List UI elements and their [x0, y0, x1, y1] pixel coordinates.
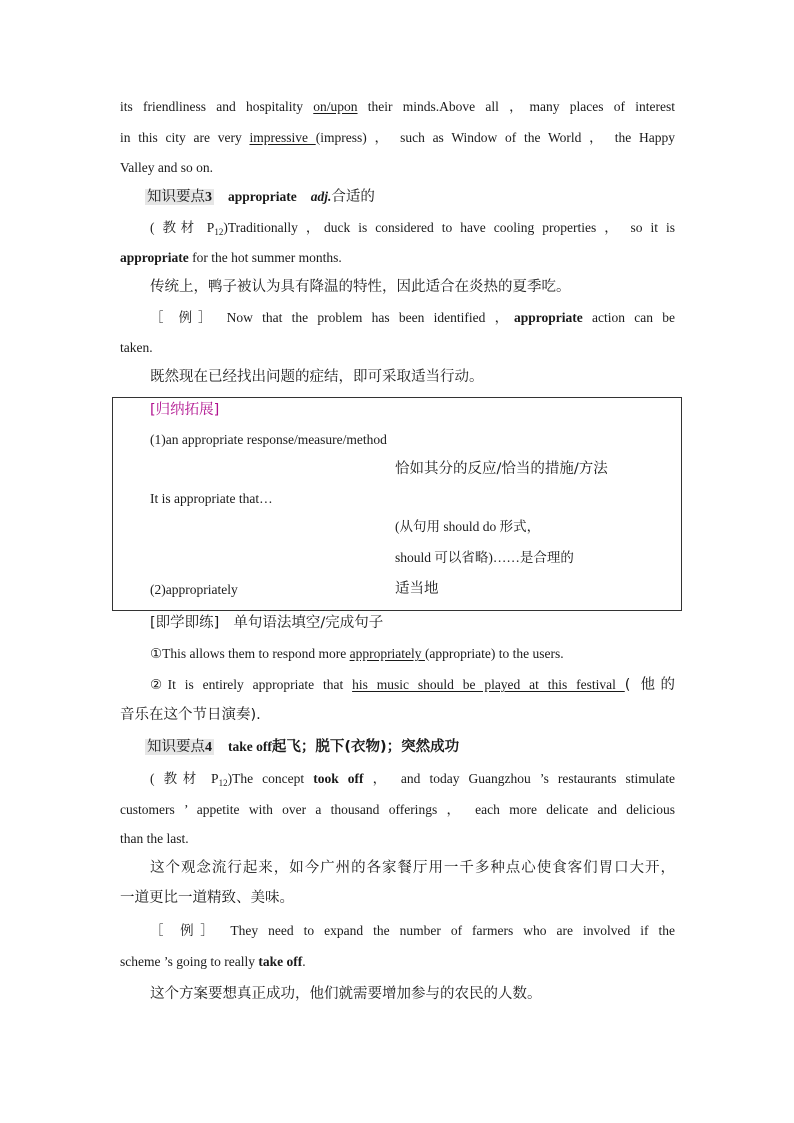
point4-source-line2: customers ’ appetite with over a thousand offerings ， each more delicate and delicious	[120, 802, 675, 817]
para1-line1: its friendliness and hospitality on/upon their minds.Above all ，many places of interest	[120, 99, 676, 114]
point3-example-translation: 既然现在已经找出问题的症结，即可采取适当行动。	[150, 369, 484, 385]
answer-on-upon: on/upon	[313, 99, 358, 114]
point4-source-line3: than the last.	[120, 831, 189, 846]
para1-line3: Valley and so on.	[120, 160, 213, 175]
expansion-item1-meaning: 恰如其分的反应/恰当的措施/方法	[395, 461, 608, 477]
practice-question2-line1: ②It is entirely appropriate that his music should be played at this festival ( 他的	[150, 677, 675, 693]
knowledge-point-4-heading: 知识要点4 take off起飞；脱下(衣物)；突然成功	[147, 739, 460, 755]
point4-example-line2: scheme ’s going to really take off.	[120, 954, 306, 969]
expansion-title: [归纳拓展]	[150, 402, 220, 418]
expansion-item3: (2)appropriately	[150, 582, 238, 597]
practice-heading: [即学即练] 单句语法填空/完成句子	[150, 615, 384, 631]
point3-source-translation: 传统上，鸭子被认为具有降温的特性，因此适合在炎热的夏季吃。	[150, 279, 571, 295]
knowledge-point-tag: 知识要点4	[147, 739, 212, 755]
practice-question2-line2: 音乐在这个节日演奏).	[120, 707, 261, 723]
point4-example-line1: ［ 例］ They need to expand the number of farmers who are involved if the	[150, 923, 675, 938]
point3-source-line1: ( 教材 $P_{12})Traditionally$ ，duck is considered to have cooling properties ， so it is	[150, 220, 675, 237]
expansion-item2-meaning2: should 可以省略)……是合理的	[395, 550, 574, 565]
para1-line2: in this city are very impressive (impress) ， such as Window of the World ， the Happy	[120, 130, 676, 145]
expansion-item3-meaning: 适当地	[395, 581, 439, 597]
answer-appropriately: appropriately	[349, 646, 425, 661]
knowledge-point-tag: 知识要点3	[147, 189, 212, 205]
expansion-item2-meaning1: (从句用 should do 形式，	[395, 519, 541, 534]
expansion-item2: It is appropriate that…	[150, 491, 273, 506]
knowledge-point-3-heading: 知识要点3 appropriate adj.合适的	[147, 189, 375, 205]
point4-source-line1: ( 教材 $P_{12})The$ concept took off ， and today Guangzhou ’s restaurants stimulate	[150, 771, 675, 788]
point4-example-translation: 这个方案要想真正成功，他们就需要增加参与的农民的人数。	[150, 986, 542, 1002]
point3-source-line2: appropriate for the hot summer months.	[120, 250, 342, 265]
expansion-item1: (1)an appropriate response/measure/method	[150, 432, 387, 447]
answer-impressive: impressive	[249, 130, 316, 145]
point4-source-translation2: 一道更比一道精致、美味。	[120, 890, 294, 906]
answer-his-music: his music should be played at this festival	[352, 677, 625, 692]
point3-example-line1: ［ 例］ Now that the problem has been identified ，appropriate action can be	[150, 310, 675, 325]
point4-source-translation1: 这个观念流行起来，如今广州的各家餐厅用一千多种点心使食客们胃口大开，	[150, 860, 675, 876]
point3-example-line2: taken.	[120, 340, 153, 355]
practice-question1: ①This allows them to respond more appropriately (appropriate) to the users.	[150, 646, 564, 661]
